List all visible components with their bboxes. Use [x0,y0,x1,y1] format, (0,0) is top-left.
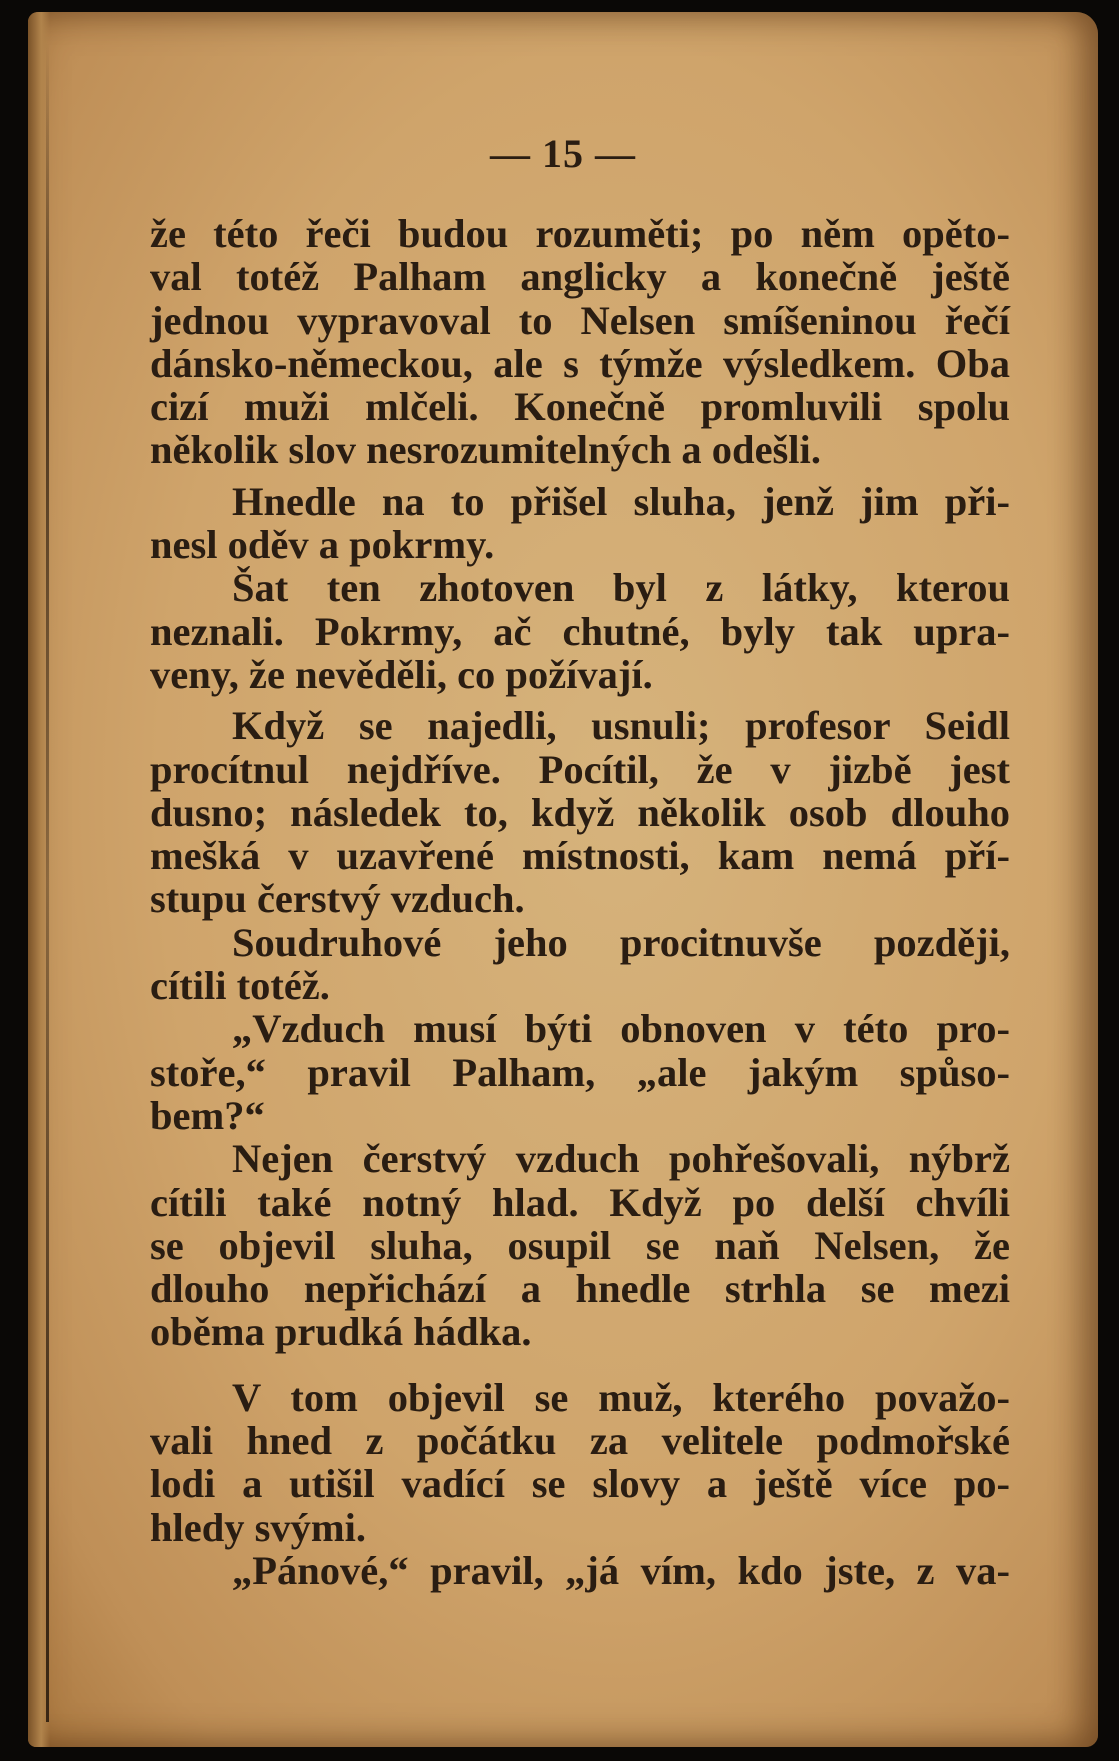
text-line: V tom objevil se muž, kterého považo- [232,1374,1010,1420]
text-line: Soudruhové jeho procitnuvše později, [232,919,1010,965]
text-line: dusno; následek to, když několik osob dlouho [150,789,1010,835]
text-line: val totéž Palham anglicky a konečně ještě [150,254,1010,300]
text-line: stupu čerstvý vzduch. [150,876,525,922]
spine-shadow [46,42,49,1722]
text-line: „Vzduch musí býti obnoven v této pro- [232,1006,1010,1052]
text-line: dánsko-německou, ale s týmže výsledkem. Oba [150,340,1010,386]
text-line: neznali. Pokrmy, ač chutné, byly tak upra- [150,608,1010,654]
body-text [150,212,1010,1592]
text-line: veny, že nevěděli, co požívají. [150,651,653,697]
text-line: jednou vypravoval to Nelsen smíšeninou řečí [150,297,1010,343]
text-line: cítili také notný hlad. Když po delší chvíli [150,1179,1010,1225]
text-line: Šat ten zhotoven byl z látky, kterou [232,565,1010,611]
book-page [28,12,1098,1747]
text-line: lodi a utišil vadící se slovy a ještě více po- [150,1461,1010,1507]
text-line: nesl oděv a pokrmy. [150,522,495,568]
text-line: „Pánové,“ pravil, „já vím, kdo jste, z va- [232,1547,1010,1593]
text-line: procítnul nejdříve. Pocítil, že v jizbě jest [150,746,1010,792]
text-line: dlouho nepřichází a hnedle strhla se mezi [150,1266,1010,1312]
text-line: cítili totéž. [150,963,330,1009]
text-line: Když se najedli, usnuli; profesor Seidl [232,703,1010,749]
text-line: bem?“ [150,1092,265,1138]
text-line: stoře,“ pravil Palham, „ale jakým spůso- [150,1049,1010,1095]
text-line: se objevil sluha, osupil se naň Nelsen, že [150,1222,1010,1268]
text-line: vali hned z počátku za velitele podmořské [150,1418,1010,1464]
text-line: oběma prudká hádka. [150,1309,532,1355]
text-line: Hnedle na to přišel sluha, jenž jim při- [232,478,1010,524]
text-line: hledy svými. [150,1504,367,1550]
text-line: cizí muži mlčeli. Konečně promluvili spolu [150,384,1010,430]
text-line: že této řeči budou rozuměti; po něm opěto- [150,211,1010,256]
text-line: mešká v uzavřené místnosti, kam nemá pří- [150,833,1010,879]
text-line: Nejen čerstvý vzduch pohřešovali, nýbrž [232,1136,1010,1182]
text-line: několik slov nesrozumitelných a odešli. [150,427,821,473]
page-number: — 15 — [490,131,636,176]
